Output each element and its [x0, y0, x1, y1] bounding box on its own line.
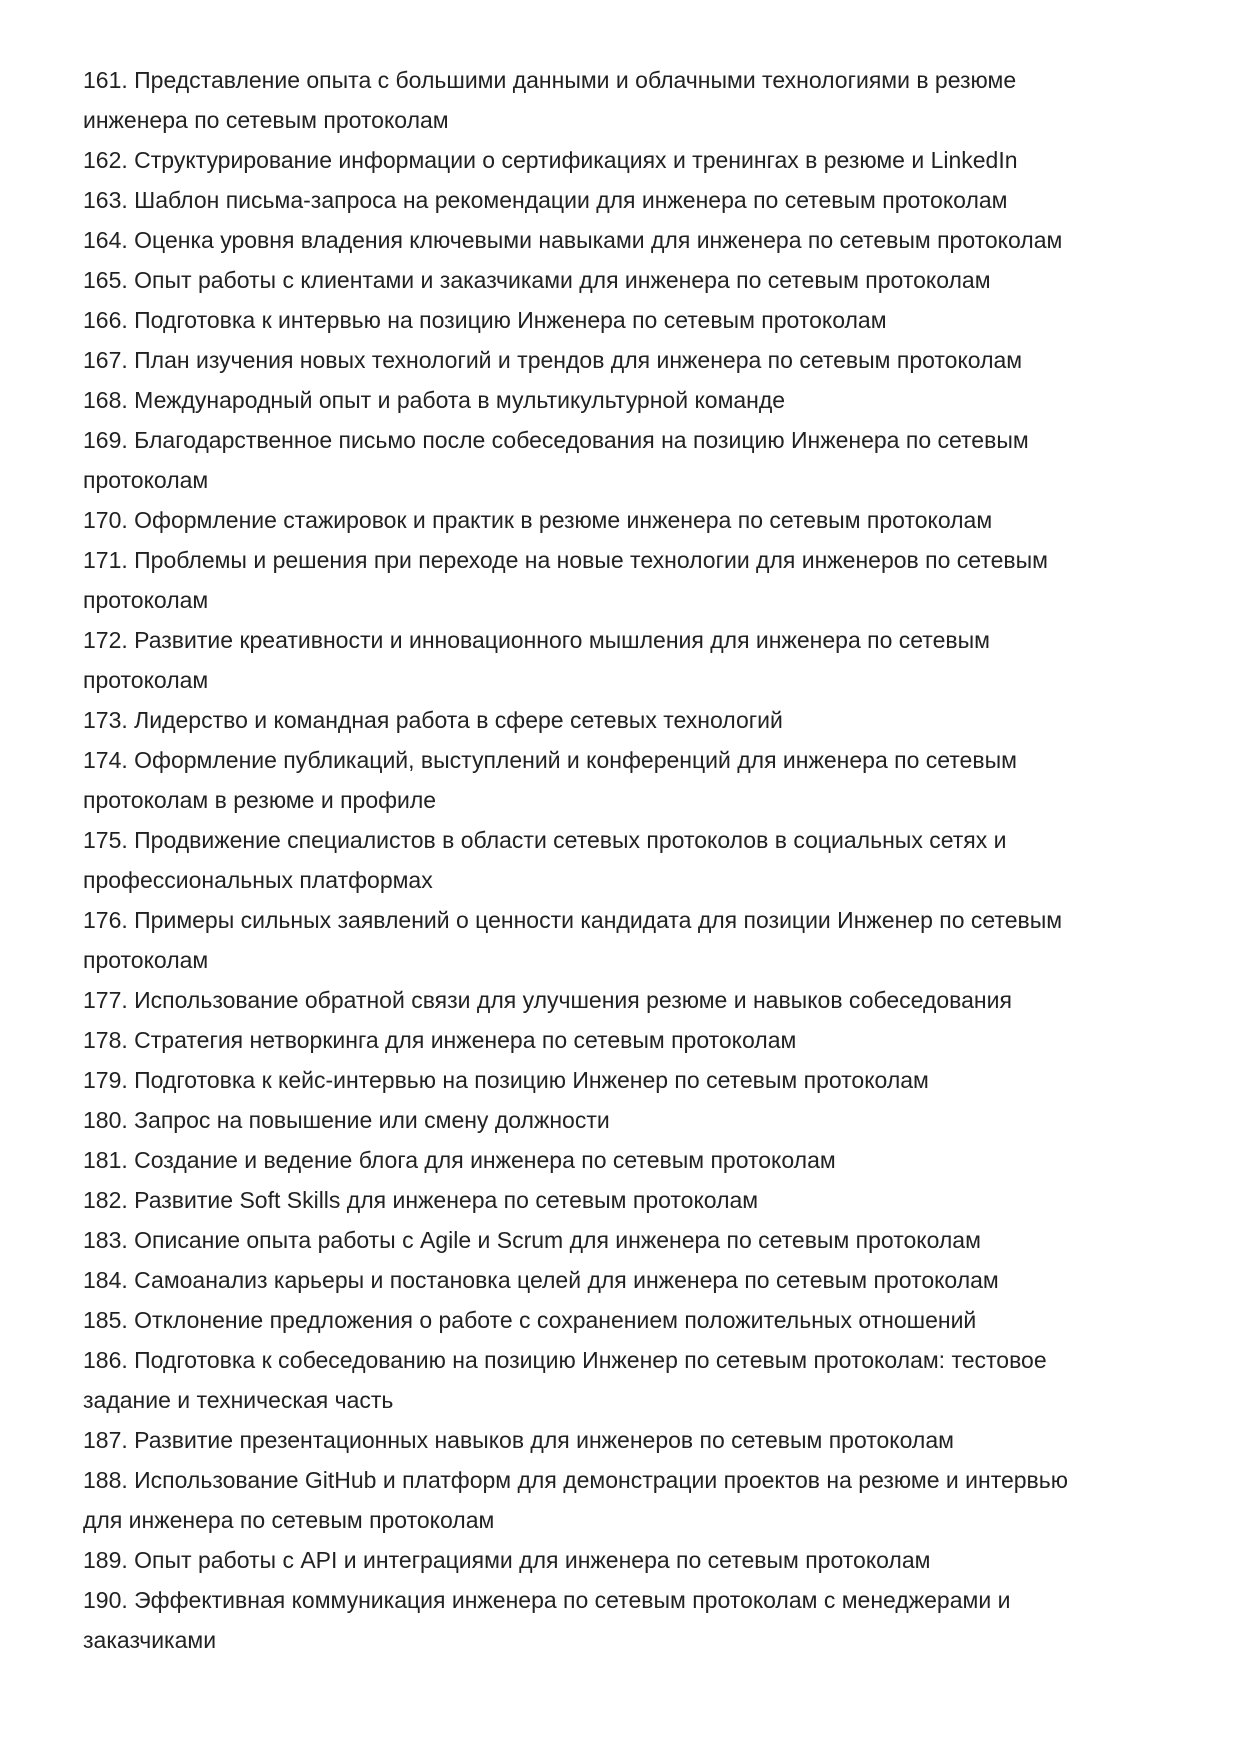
list-item-line: протоколам в резюме и профиле	[83, 787, 437, 813]
document-list	[83, 60, 1203, 1660]
list-item-line: 176. Примеры сильных заявлений о ценности кандидата для позиции Инженер по сетевым	[83, 907, 1063, 933]
list-item-line: 181. Создание и ведение блога для инженера по сетевым протоколам	[83, 1147, 836, 1173]
list-item	[83, 1140, 1203, 1180]
list-item	[83, 1180, 1203, 1220]
list-item	[83, 700, 1203, 740]
list-item	[83, 1420, 1203, 1460]
list-item	[83, 1260, 1203, 1300]
list-item-line: 177. Использование обратной связи для улучшения резюме и навыков собеседования	[83, 987, 1012, 1013]
list-item	[83, 1460, 1203, 1540]
list-item	[83, 1220, 1203, 1260]
list-item-line: 171. Проблемы и решения при переходе на новые технологии для инженеров по сетевым	[83, 547, 1048, 573]
list-item	[83, 980, 1203, 1020]
list-item-line: заказчиками	[83, 1627, 217, 1653]
list-item	[83, 340, 1203, 380]
list-item-line: протоколам	[83, 587, 209, 613]
list-item-line: 190. Эффективная коммуникация инженера по сетевым протоколам с менеджерами и	[83, 1587, 1011, 1613]
list-item-line: 163. Шаблон письма-запроса на рекомендации для инженера по сетевым протоколам	[83, 187, 1008, 213]
list-item-line: профессиональных платформах	[83, 867, 433, 893]
list-item-line: 183. Описание опыта работы с Agile и Scrum для инженера по сетевым протоколам	[83, 1227, 981, 1253]
list-item	[83, 740, 1203, 820]
list-item	[83, 820, 1203, 900]
list-item	[83, 1100, 1203, 1140]
list-item-line: 179. Подготовка к кейс-интервью на позицию Инженер по сетевым протоколам	[83, 1067, 929, 1093]
list-item	[83, 1020, 1203, 1060]
list-item-line: 188. Использование GitHub и платформ для демонстрации проектов на резюме и интервью	[83, 1467, 1069, 1493]
list-item	[83, 900, 1203, 980]
list-item-line: 165. Опыт работы с клиентами и заказчиками для инженера по сетевым протоколам	[83, 267, 991, 293]
list-item-line: протоколам	[83, 947, 209, 973]
list-item-line: 170. Оформление стажировок и практик в резюме инженера по сетевым протоколам	[83, 507, 993, 533]
list-item-line: 161. Представление опыта с большими данными и облачными технологиями в резюме	[83, 67, 1017, 93]
list-item-line: 169. Благодарственное письмо после собеседования на позицию Инженера по сетевым	[83, 427, 1029, 453]
list-item-line: для инженера по сетевым протоколам	[83, 1507, 495, 1533]
list-item	[83, 1580, 1203, 1660]
list-item-line: 182. Развитие Soft Skills для инженера по сетевым протоколам	[83, 1187, 759, 1213]
list-item-line: 186. Подготовка к собеседованию на позицию Инженер по сетевым протоколам: тестовое	[83, 1347, 1047, 1373]
list-item	[83, 180, 1203, 220]
list-item-line: 178. Стратегия нетворкинга для инженера по сетевым протоколам	[83, 1027, 797, 1053]
list-item	[83, 1540, 1203, 1580]
list-item	[83, 300, 1203, 340]
list-item	[83, 1300, 1203, 1340]
list-item-line: 166. Подготовка к интервью на позицию Инженера по сетевым протоколам	[83, 307, 887, 333]
list-item	[83, 540, 1203, 620]
list-item-line: 168. Международный опыт и работа в мультикультурной команде	[83, 387, 786, 413]
list-item-line: 162. Структурирование информации о сертификациях и тренингах в резюме и LinkedIn	[83, 147, 1018, 173]
list-item	[83, 1060, 1203, 1100]
list-item-line: 175. Продвижение специалистов в области сетевых протоколов в социальных сетях и	[83, 827, 1007, 853]
list-item-line: 185. Отклонение предложения о работе с сохранением положительных отношений	[83, 1307, 977, 1333]
list-item	[83, 620, 1203, 700]
list-item	[83, 380, 1203, 420]
list-item-line: задание и техническая часть	[83, 1387, 394, 1413]
list-item-line: 180. Запрос на повышение или смену должности	[83, 1107, 610, 1133]
list-item	[83, 140, 1203, 180]
list-item-line: 167. План изучения новых технологий и трендов для инженера по сетевым протоколам	[83, 347, 1023, 373]
list-item-line: протоколам	[83, 667, 209, 693]
list-item	[83, 420, 1203, 500]
list-item	[83, 220, 1203, 260]
list-item	[83, 500, 1203, 540]
list-item	[83, 60, 1203, 140]
list-item	[83, 1340, 1203, 1420]
list-item	[83, 260, 1203, 300]
list-item-line: 172. Развитие креативности и инновационного мышления для инженера по сетевым	[83, 627, 990, 653]
list-item-line: 189. Опыт работы с API и интеграциями для инженера по сетевым протоколам	[83, 1547, 931, 1573]
list-item-line: 164. Оценка уровня владения ключевыми навыками для инженера по сетевым протоколам	[83, 227, 1063, 253]
list-item-line: протоколам	[83, 467, 209, 493]
list-item-line: 173. Лидерство и командная работа в сфере сетевых технологий	[83, 707, 783, 733]
list-item-line: 187. Развитие презентационных навыков для инженеров по сетевым протоколам	[83, 1427, 954, 1453]
list-item-line: инженера по сетевым протоколам	[83, 107, 449, 133]
list-item-line: 174. Оформление публикаций, выступлений и конференций для инженера по сетевым	[83, 747, 1017, 773]
list-item-line: 184. Самоанализ карьеры и постановка целей для инженера по сетевым протоколам	[83, 1267, 999, 1293]
